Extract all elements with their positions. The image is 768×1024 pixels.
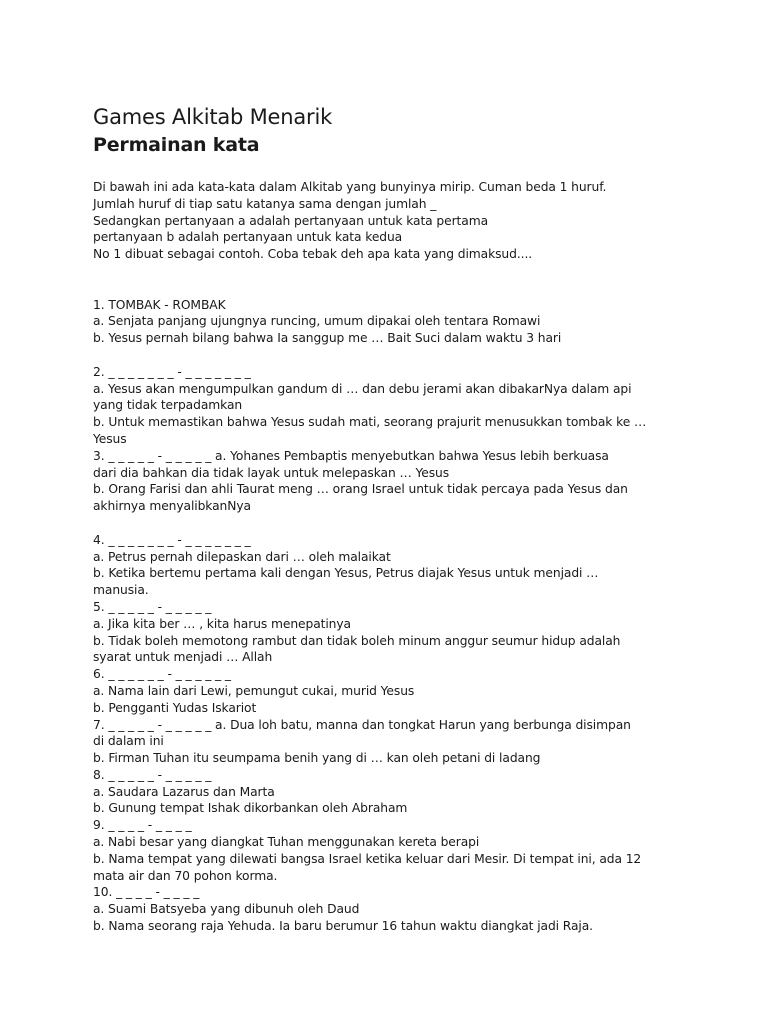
question-line: 5. _ _ _ _ _ - _ _ _ _ _ <box>93 599 212 614</box>
question-line: b. Untuk memastikan bahwa Yesus sudah mati, seorang prajurit menusukkan tombak ke … <box>93 415 647 430</box>
question-line: manusia. <box>93 583 149 598</box>
question-line: 7. _ _ _ _ _ - _ _ _ _ _ a. Dua loh batu, manna dan tongkat Harun yang berbunga disimpan <box>93 717 631 732</box>
question-line: Yesus <box>93 431 127 446</box>
question-line: a. Senjata panjang ujungnya runcing, umum dipakai oleh tentara Romawi <box>93 314 541 329</box>
question-line: b. Pengganti Yudas Iskariot <box>93 700 257 715</box>
question-line: di dalam ini <box>93 734 164 749</box>
question-line: 10. _ _ _ _ - _ _ _ _ <box>93 885 200 900</box>
intro-line: Di bawah ini ada kata-kata dalam Alkitab yang bunyinya mirip. Cuman beda 1 huruf. <box>93 180 607 194</box>
question-line: 6. _ _ _ _ _ _ - _ _ _ _ _ _ <box>93 667 231 682</box>
question-line: b. Nama tempat yang dilewati bangsa Israel ketika keluar dari Mesir. Di tempat ini, ada 12 <box>93 851 642 866</box>
question-1-block <box>93 297 693 347</box>
spacer <box>93 263 693 297</box>
question-line: a. Saudara Lazarus dan Marta <box>93 784 275 799</box>
intro-line: Jumlah huruf di tiap satu katanya sama dengan jumlah _ <box>93 196 437 211</box>
question-line: a. Jika kita ber … , kita harus menepatinya <box>93 616 351 631</box>
question-line: 8. _ _ _ _ _ - _ _ _ _ _ <box>93 767 212 782</box>
page-title: Games Alkitab Menarik <box>93 105 333 129</box>
question-line: a. Petrus pernah dilepaskan dari … oleh malaikat <box>93 549 391 564</box>
page-subtitle: Permainan kata <box>93 134 260 156</box>
intro-line: pertanyaan b adalah pertanyaan untuk kata kedua <box>93 230 403 245</box>
question-line: akhirnya menyalibkanNya <box>93 499 251 514</box>
question-line: 4. _ _ _ _ _ _ _ - _ _ _ _ _ _ _ <box>93 532 251 547</box>
question-line: a. Nabi besar yang diangkat Tuhan menggunakan kereta berapi <box>93 835 480 850</box>
spacer <box>93 515 693 532</box>
document-page <box>93 104 693 935</box>
question-line: mata air dan 70 pohon korma. <box>93 868 278 883</box>
questions-4-10-block <box>93 532 693 935</box>
question-line: yang tidak terpadamkan <box>93 398 243 413</box>
question-line: 1. TOMBAK - ROMBAK <box>93 297 226 312</box>
question-line: b. Orang Farisi dan ahli Taurat meng … orang Israel untuk tidak percaya pada Yesus dan <box>93 482 628 497</box>
question-line: b. Gunung tempat Ishak dikorbankan oleh Abraham <box>93 801 408 816</box>
question-line: a. Nama lain dari Lewi, pemungut cukai, murid Yesus <box>93 683 415 698</box>
question-line: b. Firman Tuhan itu seumpama benih yang di … kan oleh petani di ladang <box>93 751 541 766</box>
question-line: b. Nama seorang raja Yehuda. Ia baru berumur 16 tahun waktu diangkat jadi Raja. <box>93 919 593 934</box>
intro-paragraph <box>93 179 693 263</box>
question-line: dari dia bahkan dia tidak layak untuk melepaskan … Yesus <box>93 465 450 480</box>
spacer <box>93 347 693 364</box>
question-line: 2. _ _ _ _ _ _ _ - _ _ _ _ _ _ _ <box>93 364 251 379</box>
questions-2-3-block <box>93 364 693 515</box>
question-line: a. Suami Batsyeba yang dibunuh oleh Daud <box>93 902 360 917</box>
question-line: b. Ketika bertemu pertama kali dengan Yesus, Petrus diajak Yesus untuk menjadi … <box>93 566 599 581</box>
question-line: syarat untuk menjadi … Allah <box>93 650 273 665</box>
question-line: 3. _ _ _ _ _ - _ _ _ _ _ a. Yohanes Pembaptis menyebutkan bahwa Yesus lebih berkuasa <box>93 448 609 463</box>
intro-line: Sedangkan pertanyaan a adalah pertanyaan untuk kata pertama <box>93 213 489 228</box>
question-line: 9. _ _ _ _ - _ _ _ _ <box>93 818 192 833</box>
question-line: b. Yesus pernah bilang bahwa Ia sanggup me … Bait Suci dalam waktu 3 hari <box>93 331 562 346</box>
intro-line: No 1 dibuat sebagai contoh. Coba tebak deh apa kata yang dimaksud.... <box>93 247 533 262</box>
question-line: b. Tidak boleh memotong rambut dan tidak boleh minum anggur seumur hidup adalah <box>93 633 621 648</box>
question-line: a. Yesus akan mengumpulkan gandum di … dan debu jerami akan dibakarNya dalam api <box>93 381 632 396</box>
